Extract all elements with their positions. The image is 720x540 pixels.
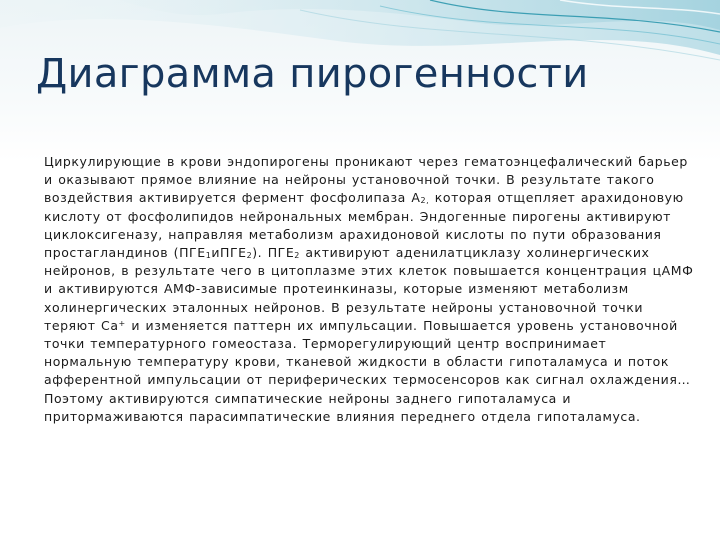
body-text-part-6: и изменяется паттерн их импульсации. Повышается уровень установочной точки температурного гомеостаза. Терморегулирующий центр воспринимает нормальную температуру крови, тканевой жидкости в области гипоталамуса и поток афферентной импульсации от периферических термосенсоров как сигнал охлаждения… Поэтому активируются симпатические нейроны заднего гипоталамуса и притормаживаются парасимпатические влияния переднего отдела гипоталамуса. — [44, 317, 691, 424]
body-text-part-1: Циркулирующие в крови эндопирогены проникают через гематоэнцефалический барьер и оказывают прямое влияние на нейроны установочной точки. В результате такого воздействия активируется фермент фосфолипаза А — [44, 154, 688, 206]
body-subscript-3: 2 — [246, 251, 253, 261]
body-subscript-2: 1 — [205, 251, 212, 261]
body-text-part-5: активируют аденилатциклазу холинергических нейронов, в результате чего в цитоплазме этих клеток повышается концентрация цАМФ и активируются АМФ-зависимые протеинкиназы, которые изменяют метаболизм холинергических эталонных нейронов. В результате нейроны установочной точки теряют Са — [44, 245, 694, 333]
body-text — [44, 153, 694, 426]
body-subscript-1: 2, — [420, 196, 430, 206]
body-subscript-4: 2 — [294, 251, 300, 261]
body-text-part-3: иПГЕ — [211, 245, 247, 261]
body-text-part-4: ). ПГЕ — [252, 245, 295, 261]
body-text-part-2: которая отщепляет арахидоновую кислоту от фосфолипидов нейрональных мембран. Эндогенные пирогены активируют циклоксигеназу, направляя метаболизм арахидоновой кислоты по пути образования простагландинов (ПГЕ — [44, 190, 684, 261]
slide-title: Диаграмма пирогенности — [36, 51, 589, 97]
body-superscript-1: + — [118, 318, 126, 328]
